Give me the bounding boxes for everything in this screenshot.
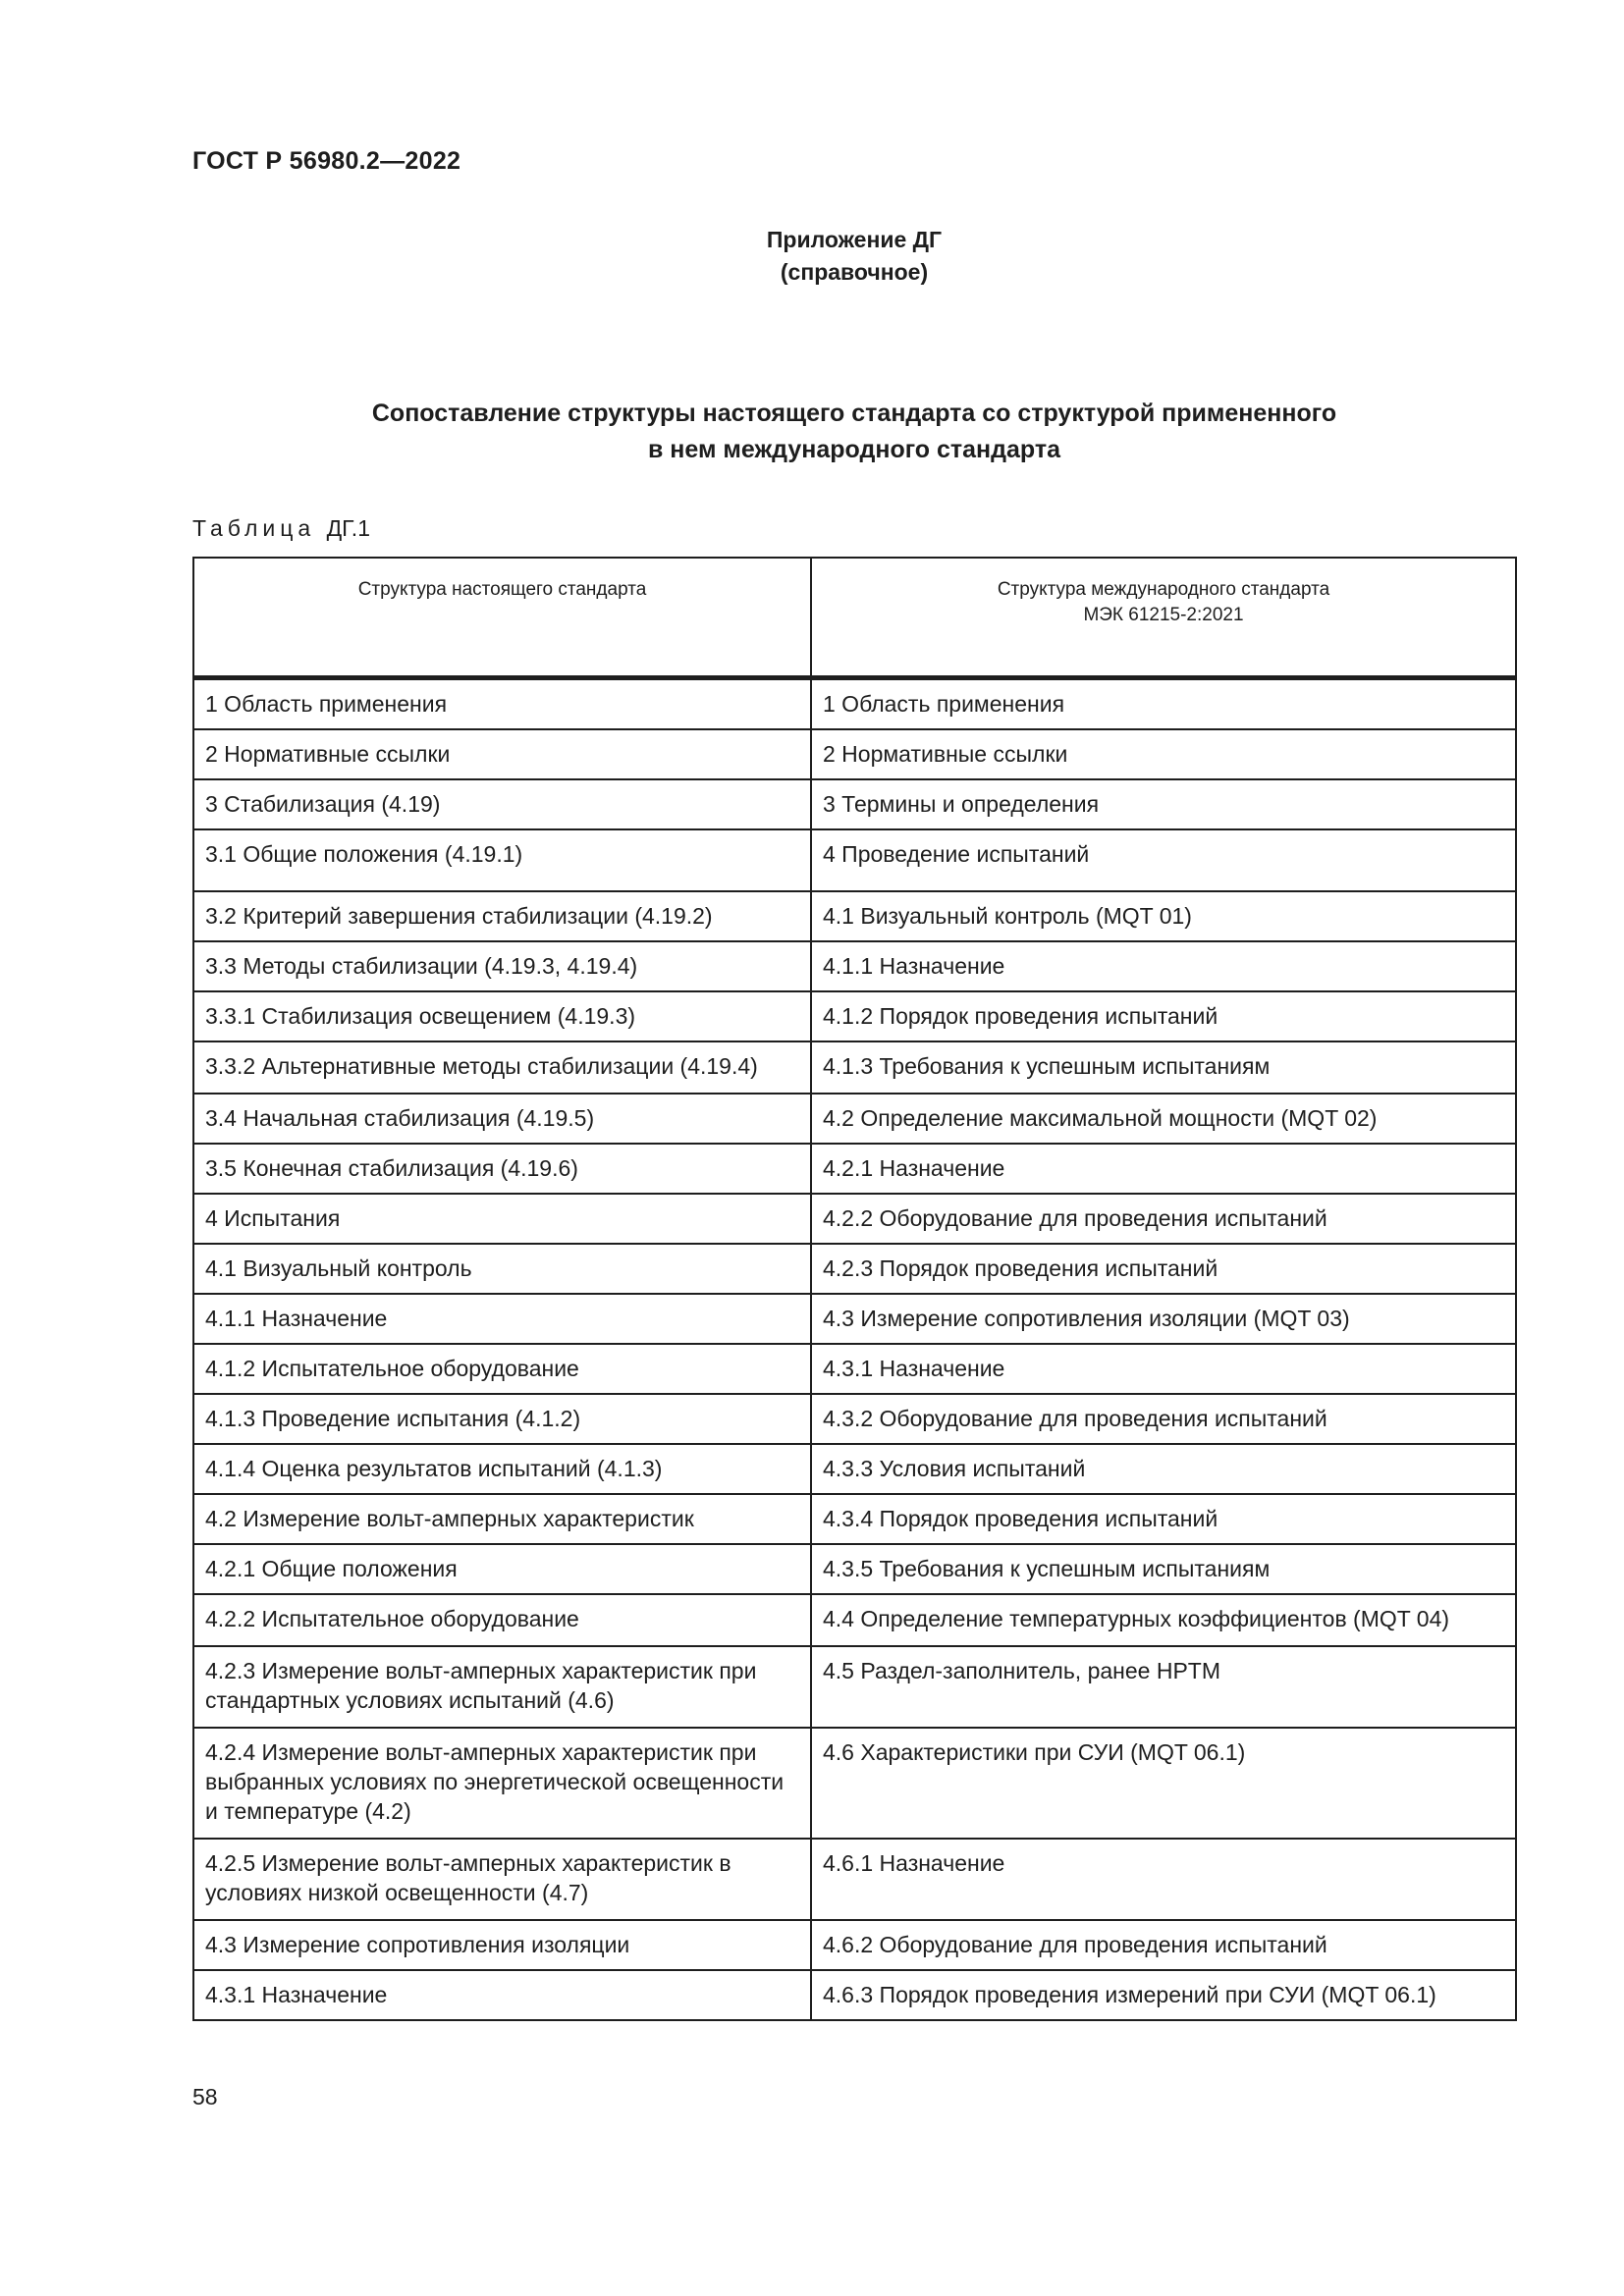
cell-national-section: 3.3.1 Стабилизация освещением (4.19.3) (193, 991, 811, 1041)
comparison-table (192, 557, 1517, 2021)
cell-international-section: 3 Термины и определения (811, 779, 1516, 829)
cell-national-section: 3.1 Общие положения (4.19.1) (193, 829, 811, 891)
cell-international-section: 4.2.1 Назначение (811, 1144, 1516, 1194)
cell-international-section: 4.4 Определение температурных коэффициентов (MQT 04) (811, 1594, 1516, 1646)
cell-national-section: 4.1.4 Оценка результатов испытаний (4.1.3) (193, 1444, 811, 1494)
cell-national-section: 3.5 Конечная стабилизация (4.19.6) (193, 1144, 811, 1194)
cell-international-section: 4.3.3 Условия испытаний (811, 1444, 1516, 1494)
cell-international-section: 4.3.1 Назначение (811, 1344, 1516, 1394)
cell-national-section: 4.1.3 Проведение испытания (4.1.2) (193, 1394, 811, 1444)
header-cell-international-line-1: Структура международного стандарта (997, 579, 1330, 600)
table-row (193, 1544, 1516, 1594)
table-row (193, 1646, 1516, 1728)
table-row (193, 1294, 1516, 1344)
table-row (193, 729, 1516, 779)
table-row (193, 1244, 1516, 1294)
cell-national-section: 4.1.2 Испытательное оборудование (193, 1344, 811, 1394)
cell-international-section: 4.1.2 Порядок проведения испытаний (811, 991, 1516, 1041)
table-caption-word: Таблица (192, 515, 316, 541)
table-body (193, 678, 1516, 2021)
cell-national-section: 4.1.1 Назначение (193, 1294, 811, 1344)
cell-national-section: 4.3 Измерение сопротивления изоляции (193, 1920, 811, 1970)
table-row (193, 941, 1516, 991)
table-header-row (193, 558, 1516, 678)
table-row (193, 1444, 1516, 1494)
table-row (193, 1144, 1516, 1194)
table-row (193, 1728, 1516, 1839)
table-row (193, 1394, 1516, 1444)
header-cell-national (193, 558, 811, 678)
table-row (193, 891, 1516, 941)
cell-national-section: 3.3.2 Альтернативные методы стабилизации (4.19.4) (193, 1041, 811, 1094)
cell-international-section: 4.3.4 Порядок проведения испытаний (811, 1494, 1516, 1544)
cell-national-section: 4.2.1 Общие положения (193, 1544, 811, 1594)
table-row (193, 991, 1516, 1041)
cell-national-section: 4.3.1 Назначение (193, 1970, 811, 2020)
table-row (193, 1041, 1516, 1094)
cell-national-section: 4 Испытания (193, 1194, 811, 1244)
cell-international-section: 4.3.2 Оборудование для проведения испытаний (811, 1394, 1516, 1444)
cell-national-section: 3.3 Методы стабилизации (4.19.3, 4.19.4) (193, 941, 811, 991)
cell-national-section: 2 Нормативные ссылки (193, 729, 811, 779)
header-cell-international (811, 558, 1516, 678)
table-row (193, 678, 1516, 730)
cell-international-section: 1 Область применения (811, 678, 1516, 730)
header-cell-national-line-1: Структура настоящего стандарта (357, 579, 647, 600)
cell-international-section: 4.6.1 Назначение (811, 1839, 1516, 1920)
cell-international-section: 4.2 Определение максимальной мощности (MQT 02) (811, 1094, 1516, 1144)
header-cell-international-line-2: МЭК 61215-2:2021 (1083, 605, 1244, 625)
cell-international-section: 4.2.2 Оборудование для проведения испытаний (811, 1194, 1516, 1244)
table-row (193, 1920, 1516, 1970)
page-title (0, 396, 1624, 468)
table-caption (192, 515, 370, 542)
cell-national-section: 4.2.5 Измерение вольт-амперных характеристик в условиях низкой освещенности (4.7) (193, 1839, 811, 1920)
cell-national-section: 3.2 Критерий завершения стабилизации (4.19.2) (193, 891, 811, 941)
cell-national-section: 4.2.2 Испытательное оборудование (193, 1594, 811, 1646)
table-row (193, 1344, 1516, 1394)
appendix-heading (0, 224, 1624, 289)
cell-international-section: 4.1.1 Назначение (811, 941, 1516, 991)
cell-international-section: 4.3.5 Требования к успешным испытаниям (811, 1544, 1516, 1594)
cell-national-section: 3.4 Начальная стабилизация (4.19.5) (193, 1094, 811, 1144)
cell-national-section: 4.2.3 Измерение вольт-амперных характеристик при стандартных условиях испытаний (4.6) (193, 1646, 811, 1728)
table-row (193, 1970, 1516, 2020)
cell-national-section: 1 Область применения (193, 678, 811, 730)
table-row (193, 1594, 1516, 1646)
document-code: ГОСТ Р 56980.2—2022 (192, 147, 461, 175)
cell-international-section: 4.2.3 Порядок проведения испытаний (811, 1244, 1516, 1294)
cell-international-section: 4.3 Измерение сопротивления изоляции (MQT 03) (811, 1294, 1516, 1344)
table-caption-number: ДГ.1 (326, 515, 370, 541)
page-title-line-2: в нем международного стандарта (647, 436, 1061, 463)
cell-international-section: 4.1.3 Требования к успешным испытаниям (811, 1041, 1516, 1094)
cell-international-section: 4.6 Характеристики при СУИ (MQT 06.1) (811, 1728, 1516, 1839)
table-row (193, 1494, 1516, 1544)
cell-international-section: 4.6.3 Порядок проведения измерений при СУИ (MQT 06.1) (811, 1970, 1516, 2020)
cell-national-section: 4.1 Визуальный контроль (193, 1244, 811, 1294)
cell-international-section: 4.5 Раздел-заполнитель, ранее HPTM (811, 1646, 1516, 1728)
table-row (193, 1094, 1516, 1144)
appendix-subtitle: (справочное) (780, 259, 929, 285)
page-number: 58 (192, 2084, 218, 2109)
cell-national-section: 3 Стабилизация (4.19) (193, 779, 811, 829)
cell-national-section: 4.2 Измерение вольт-амперных характеристик (193, 1494, 811, 1544)
table-row (193, 779, 1516, 829)
cell-international-section: 2 Нормативные ссылки (811, 729, 1516, 779)
appendix-title: Приложение ДГ (766, 227, 943, 252)
table-row (193, 1194, 1516, 1244)
table-row (193, 1839, 1516, 1920)
table-row (193, 829, 1516, 891)
cell-international-section: 4 Проведение испытаний (811, 829, 1516, 891)
cell-international-section: 4.1 Визуальный контроль (MQT 01) (811, 891, 1516, 941)
cell-national-section: 4.2.4 Измерение вольт-амперных характеристик при выбранных условиях по энергетической освещенности и температуре (4.2) (193, 1728, 811, 1839)
cell-international-section: 4.6.2 Оборудование для проведения испытаний (811, 1920, 1516, 1970)
page-title-line-1: Сопоставление структуры настоящего стандарта со структурой примененного (371, 400, 1337, 427)
